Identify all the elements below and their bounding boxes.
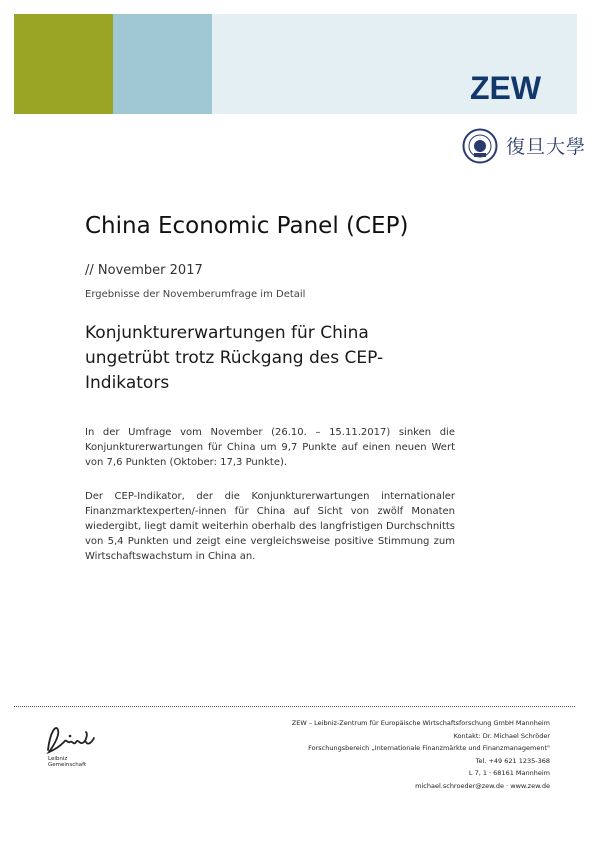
fudan-university-name: 復旦大學: [506, 136, 587, 158]
footer-line-institute: ZEW – Leibniz-Zentrum für Europäische Wirtschaftsforschung GmbH Mannheim: [291, 719, 550, 727]
svg-text:Leibniz: Leibniz: [48, 756, 68, 762]
footer-line-contact: Kontakt: Dr. Michael Schröder: [453, 731, 550, 740]
body-paragraph: In der Umfrage vom November (26.10. – 15.11.2017) sinken die Konjunkturerwartungen für China um 9,7 Punkte auf einen neuen Wert von 7,6 Punkten (Oktober: 17,3 Punkte).: [85, 427, 455, 468]
zew-logo: ZEW: [470, 70, 542, 106]
leibniz-gemeinschaft-logo: [40, 720, 100, 768]
document-title: China Economic Panel (CEP): [85, 213, 409, 239]
body-paragraph: Der CEP-Indikator, der die Konjunkturerwartungen internationaler Finanzmarktexperten/-innen für China auf Sicht von zwölf Monaten wiedergibt, liegt damit weiterhin oberhalb des langfristigen Durchschnitts von 5,4 Punkten und zeigt eine vergleichsweise positive Stimmung zum Wirtschaftswachstum in China an.: [85, 491, 455, 562]
document-date: // November 2017: [85, 263, 203, 278]
header-color-band-green: [14, 14, 113, 114]
footer-line-email-web[interactable]: michael.schroeder@zew.de · www.zew.de: [415, 781, 550, 790]
footer-line-address: L 7, 1 · 68161 Mannheim: [468, 769, 550, 778]
fudan-university-seal-icon: [462, 128, 498, 164]
footer-contact-block: [250, 717, 550, 793]
footer-divider: [14, 706, 575, 707]
footer-line-phone: Tel. +49 621 1235-368: [475, 756, 550, 765]
svg-text:Gemeinschaft: Gemeinschaft: [48, 762, 87, 768]
document-subtitle: Ergebnisse der Novemberumfrage im Detail: [85, 289, 306, 300]
footer-line-department: Forschungsbereich „Internationale Finanzmärkte und Finanzmanagement": [308, 744, 550, 753]
headline: Konjunkturerwartungen für China ungetrübt trotz Rückgang des CEP-Indikators: [85, 323, 384, 393]
header-color-band-blue: [113, 14, 212, 114]
